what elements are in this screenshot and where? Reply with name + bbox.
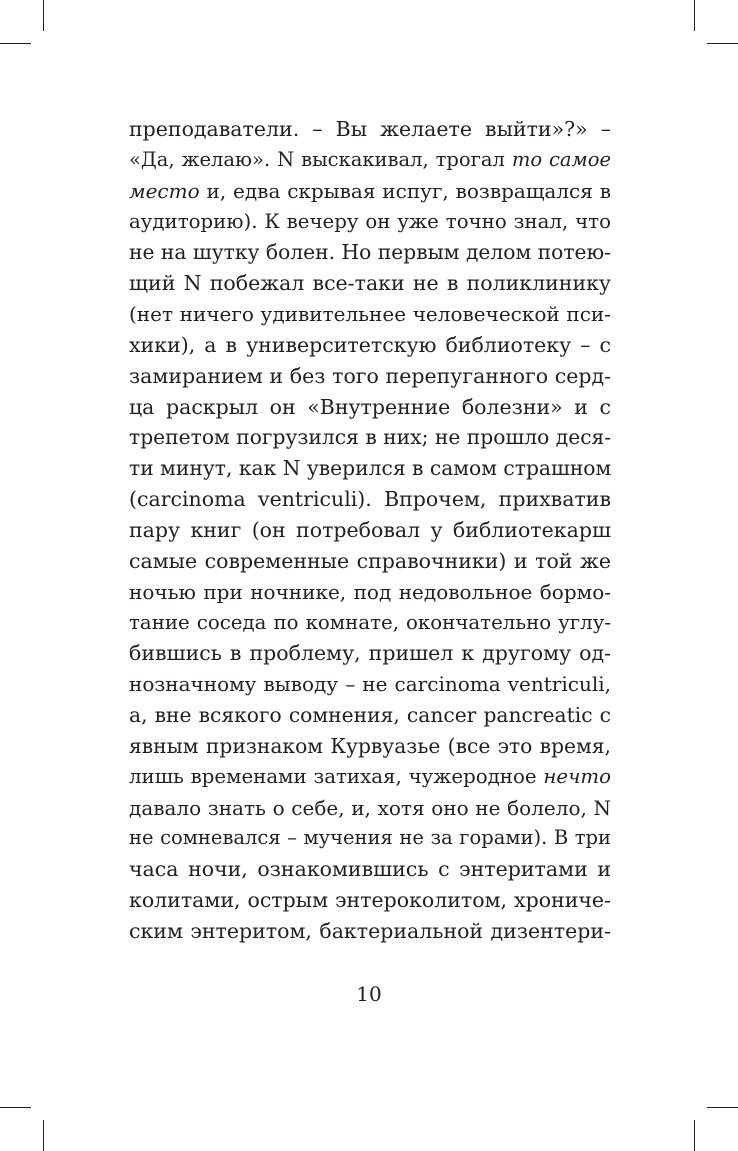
text-line: [129, 577, 611, 608]
text-line: [129, 608, 611, 639]
text-line: [129, 145, 611, 176]
text-run: ти минут, как N уверился в самом страшном: [129, 456, 611, 481]
text-line: [129, 669, 611, 700]
text-line: [129, 793, 611, 824]
crop-mark-top-left-vertical: [43, 0, 44, 31]
text-run: лишь временами затихая, чужеродное: [129, 764, 544, 788]
text-line: [129, 484, 611, 515]
text-run: «Да, желаю». N выскакивал, трогал: [129, 147, 512, 171]
text-run: тание соседа по комнате, окончательно углу-: [129, 610, 611, 634]
text-run: нозначному выводу – не carcinoma ventriculi,: [129, 672, 611, 697]
text-line: [129, 762, 611, 793]
text-run: (carcinoma ventriculi). Впрочем, прихватив: [129, 487, 611, 512]
crop-mark-top-right-vertical: [694, 0, 695, 31]
text-line: [129, 176, 611, 207]
text-line: [129, 422, 611, 453]
text-run: пару книг (он потребовал у библиотекарш: [129, 517, 611, 542]
text-run: бившись в проблему, пришел к другому од-: [129, 641, 611, 666]
page-number: 10: [356, 982, 382, 1006]
text-run: ским энтеритом, бактериальной дизентери-: [129, 918, 611, 943]
text-line: [129, 207, 611, 238]
text-line: [129, 700, 611, 731]
text-run: и, едва скрывая испуг, возвращался в: [199, 178, 611, 203]
text-line: [129, 268, 611, 299]
text-run: часа ночи, ознакомившись с энтеритами и: [129, 857, 611, 882]
text-line: [129, 114, 611, 145]
text-line: [129, 515, 611, 546]
text-line: [129, 546, 611, 577]
text-run: явным признаком Курвуазье (все это время,: [129, 733, 611, 758]
italic-text: нечто: [543, 764, 611, 788]
crop-mark-bottom-right-vertical: [694, 1120, 695, 1151]
text-run: а, вне всякого сомнения, cancer pancreatic с: [129, 703, 611, 728]
text-run: не сомневался – мучения не за горами). В три: [129, 826, 611, 850]
text-run: ночью при ночнике, под недовольное бормо-: [129, 579, 611, 604]
crop-mark-top-left-horizontal: [0, 43, 31, 44]
text-line: [129, 885, 611, 916]
text-run: колитами, острым энтероколитом, хрониче-: [129, 888, 611, 913]
text-line: [129, 299, 611, 330]
text-line: [129, 638, 611, 669]
body-text: [129, 114, 611, 947]
text-run: хики), а в университетскую библиотеку – с: [129, 332, 611, 357]
crop-mark-bottom-right-horizontal: [707, 1107, 738, 1108]
text-run: ца раскрыл он «Внутренние болезни» и с: [129, 394, 611, 419]
italic-text: то самое: [511, 147, 611, 171]
crop-mark-bottom-left-horizontal: [0, 1107, 31, 1108]
italic-text: место: [129, 178, 200, 203]
text-line: [129, 237, 611, 268]
text-run: преподаватели. – Вы желаете выйти»?» –: [129, 117, 611, 141]
crop-mark-bottom-left-vertical: [43, 1120, 44, 1151]
text-run: (нет ничего удивительнее человеческой пси-: [129, 302, 611, 327]
text-run: самые современные справочники) и той же: [129, 548, 611, 573]
text-line: [129, 361, 611, 392]
text-line: [129, 916, 611, 947]
text-run: давало знать о себе, и, хотя оно не болело, N: [129, 795, 611, 820]
text-line: [129, 731, 611, 762]
text-run: аудиторию). К вечеру он уже точно знал, что: [129, 209, 611, 233]
text-line: [129, 823, 611, 854]
text-line: [129, 392, 611, 423]
text-line: [129, 453, 611, 484]
text-line: [129, 330, 611, 361]
text-run: щий N побежал все-таки не в поликлинику: [129, 271, 611, 296]
text-line: [129, 854, 611, 885]
text-run: замиранием и без того перепуганного серд-: [129, 363, 611, 388]
text-run: не на шутку болен. Но первым делом потею-: [129, 240, 611, 265]
crop-mark-top-right-horizontal: [707, 43, 738, 44]
text-run: трепетом погрузился в них; не прошло деся-: [129, 425, 611, 450]
